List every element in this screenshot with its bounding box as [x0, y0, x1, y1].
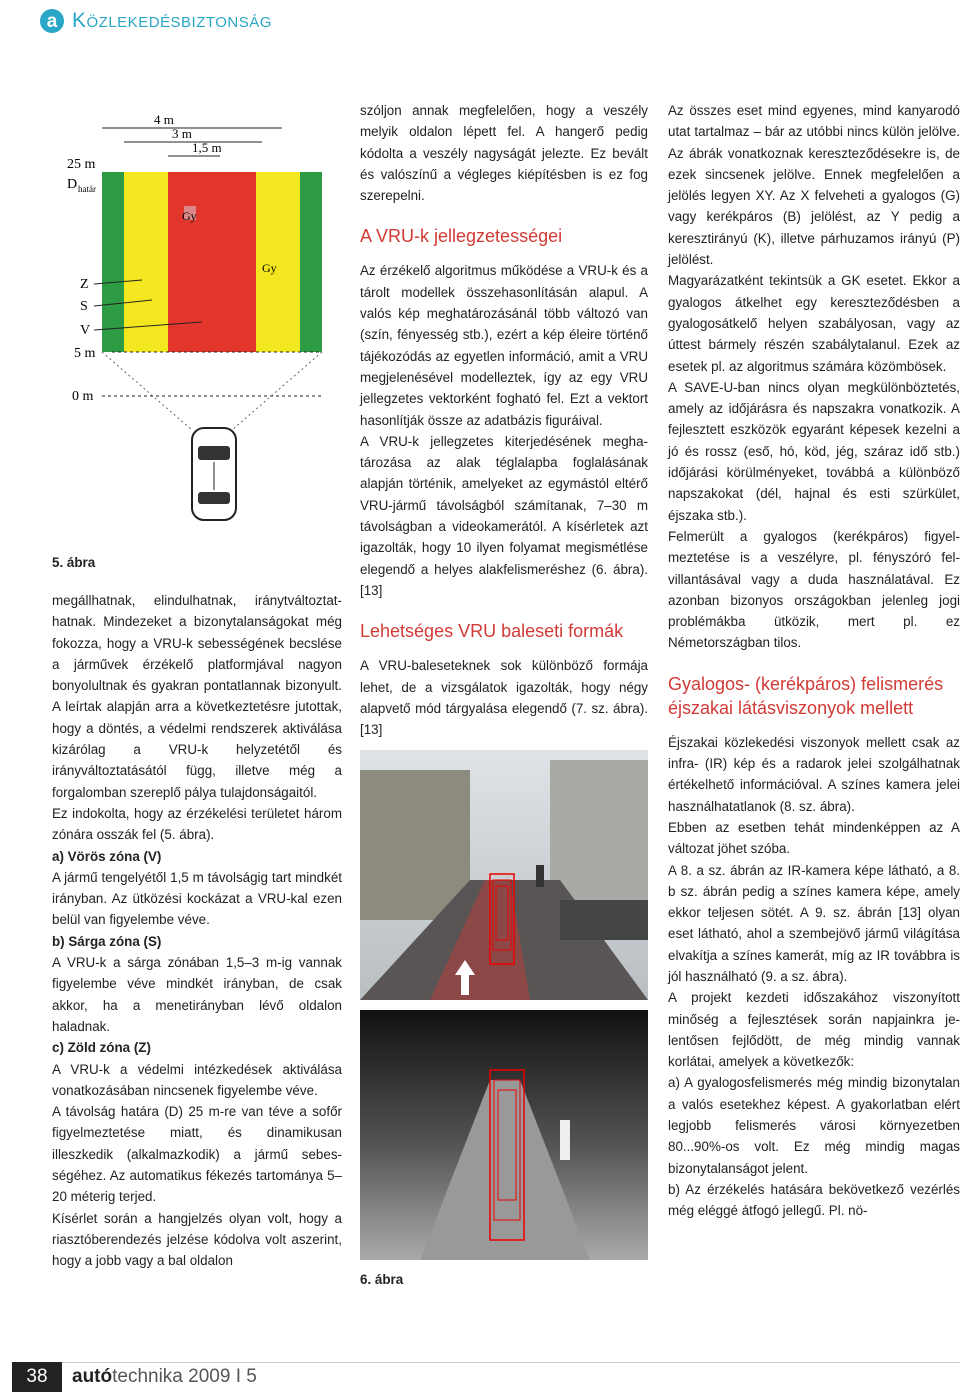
heading-night-detection: Gyalogos- (kerékpáros) felismerés éjszakai látásviszonyok mellett — [668, 673, 944, 718]
paragraph: A VRU-k jellegzetes kiterjedésének meghatározása az alak téglalapba foglalásának alapján történik, amelyeket az egymástól eltérő VRU-jármű távolságból számítanak, 7–30 m távolságban a videokamerától. A kísérletek azt igazolták, hogy 10 ilyen folyamat megismétlése elegendő a helyes alakfelismeréshez (6. ábra). [13] — [360, 433, 648, 598]
footer-divider — [62, 1362, 960, 1363]
heading-vru-accident-forms: Lehetséges VRU baleseti formák — [360, 621, 624, 642]
page-number: 38 — [12, 1362, 62, 1392]
label-25m: 25 m — [67, 157, 96, 172]
label-z: Z — [80, 277, 89, 292]
label-gy-1: Gy — [182, 209, 197, 223]
label-1-5m: 1,5 m — [192, 140, 222, 155]
ir-camera-photo — [360, 1010, 648, 1260]
paragraph: Ez indokolta, hogy az érzékelési területet három zónára osszák fel (5. ábra). — [52, 805, 342, 843]
magazine-name-bold: autó — [72, 1366, 113, 1387]
figure-5-caption: 5. ábra — [52, 555, 96, 570]
zone-red — [168, 172, 256, 352]
paragraph: A projekt kezdeti időszakához viszonyított minőség a fejlesztések során napjainkra jelentősen fejlődött, de még mindig vannak korlátai, amelyek a következők: — [668, 990, 960, 1070]
paragraph: A 8. a sz. ábrán az IR-kamera képe látható, a 8. b sz. ábrán pedig a színes kamera képe, amely ekkor teljesen sötét. A 9. sz. ábrán [13] olyan eset látható, ahol a szembejövő jármű világítása elvakítja a színes kamerát, míg az IR továbbra is jól használható (9. a sz. ábra). — [668, 862, 960, 984]
column-1 — [52, 590, 342, 1272]
label-5m: 5 m — [74, 346, 96, 361]
car-top-view-icon — [192, 428, 236, 520]
magazine-name — [72, 1366, 257, 1388]
paragraph: Az érzékelő algoritmus működése a VRU-k és a tárolt modellek összehasonlításán alapul. A valós kép meghatározásánál több változó van (szín, fényesség stb.), ezért a kép éleire történő tájékozódás az egyetlen információ, amit a VRU megjelenésével modelleztek, így az egy VRU jellegzetes vektorként fogható fel. Ezt a vektort hasonlítják össze az adatbázis figuráival. — [360, 263, 648, 428]
paragraph: szóljon annak megfelelően, hogy a veszély melyik oldalon lépett fel. A hangerő pedig kódolta a veszély nagyságát jelezte. Ez bevált és valószínű a végleges kiépítésben is ez fog szerepelni. — [360, 103, 648, 204]
paragraph: Éjszakai közlekedési viszonyok mellett csak az infra- (IR) kép és a radarok jelei szolgálhatnak értékelhető információval. A színes kamera jelei használhatatlanok (8. sz. ábra). — [668, 734, 960, 814]
figure-6-detection-photos — [360, 750, 648, 1260]
figure-6-caption: 6. ábra — [360, 1272, 404, 1287]
paragraph: Ebben az esetben tehát mindenképpen az A változat jöhet szóba. — [668, 819, 960, 857]
zone-green-heading: c) Zöld zóna (Z) — [52, 1040, 151, 1056]
label-0m: 0 m — [72, 389, 94, 404]
magazine-logo-icon: a — [40, 9, 64, 33]
label-dhatar-sub: határ — [78, 184, 96, 194]
heading-vru-characteristics: A VRU-k jellegzetességei — [360, 226, 563, 247]
zone-yellow-heading: b) Sárga zóna (S) — [52, 933, 162, 949]
paragraph: A SAVE-U-ban nincs olyan megkülönböztetés, amely az időjárásra és napszakra vonatkozik. A fejlesztett eszközök egyaránt képesek kezelni a jó és rossz (eső, hó, köd, jég, száraz idő stb.) időjárási körülményeket, továbbá a különböző napszakokat (dél, hajnal és esti szürkület, éjszaka stb.). — [668, 379, 960, 523]
label-s: S — [80, 299, 88, 314]
paragraph: Kísérlet során a hangjelzés olyan volt, hogy a riasztóberendezés jelzése kódolva volt aszerint, hogy a jobb vagy a bal oldalon — [52, 1210, 342, 1269]
section-title: Közlekedésbiztonság — [72, 9, 272, 32]
magazine-name-rest: technika — [112, 1366, 183, 1387]
paragraph: A távolság határa (D) 25 m-re van téve a sofőr figyelmeztetése miatt, és dinamikusan illeszkedik (alkalmazkodik) a jármű sebességéhez. Az automatikus fékezés tartománya 5–20 méterig terjed. — [52, 1104, 342, 1205]
label-3m: 3 m — [172, 126, 192, 141]
paragraph: a) A gyalogosfelismerés még mindig bizonytalan a valós esetekhez képest. A gyakorlatban elért legjobb felismerés városi környezetben 80...90%-os volt. Ez még mindig magas bizonytalanságot jelent. — [668, 1075, 960, 1176]
color-camera-photo — [360, 750, 648, 1000]
issue-number: 2009 I 5 — [188, 1366, 257, 1387]
figure-5-zone-diagram — [52, 110, 340, 540]
paragraph: Felmerült a gyalogos (kerékpáros) figyelmeztetése is a veszélyre, pl. fényszóró felvillantásával vagy a duda használatával. Ez azonban bizonyos országokban jelenleg jogi problémákba ütközik, mert pl. ez Németországban tilos. — [668, 528, 960, 651]
label-gy-2: Gy — [262, 261, 277, 275]
column-2 — [360, 100, 648, 740]
paragraph: megállhatnak, elindulhatnak, iránytváltoztathatnak. Mindezeket a bizonytalanságokat még fokozza, hogy a VRU-k sebességének becslése a járművek érzékelő platformjával nagyon bonyolultnak és gyakran pontatlannak bizonyult. A leírtak alapján arra a következtetésre jutottak, hogy a döntés, a védelmi rendszerek aktiválása kizárólag a VRU-k helyzetétől és irányváltoztatásától függ, illetve még a forgalomban szereplő pálya tulajdonságaitól. — [52, 593, 342, 800]
paragraph: A jármű tengelyétől 1,5 m távolságig tart mindkét irányban. Az ütközési kockázat a VRU-kal ezen belül van figyelembe véve. — [52, 869, 342, 928]
page-footer — [0, 1362, 960, 1392]
label-4m: 4 m — [154, 112, 174, 127]
column-3 — [668, 100, 960, 1222]
paragraph: A VRU-baleseteknek sok különböző formája lehet, de a vizsgálatok igazolták, hogy négy alapvető mód tárgyalása elegendő (7. sz. ábra). [13] — [360, 658, 648, 738]
paragraph: A VRU-k a sárga zónában 1,5–3 m-ig vannak figyelembe véve mindkét irányban, de csak akkor, ha a menetirányban lévő oldalon haladnak. — [52, 955, 342, 1034]
paragraph: Az összes eset mind egyenes, mind kanyarodó utat tartalmaz – bár az utóbbi nincs külön jelölve. Az ábrák vonatkoznak kereszteződésekre is, de ezek sincsenek jelölve. Ennek megfelelően a jelölés legyen XY. Az X felveheti a gyalogos (G) vagy kerékpáros (B) jelölést, az Y pedig a keresztirányú (K), illetve párhuzamos irányú (P) jelölést. — [668, 103, 960, 268]
zone-red-heading: a) Vörös zóna (V) — [52, 848, 162, 864]
paragraph: Magyarázatként tekintsük a GK esetet. Ekkor a gyalogos átkelhet egy kereszteződésben a gyalogosátkelő helyen szabályosan, vagy az úttest bármely részén szabálytalanul. Ezek az esetek pl. az algoritmus számára közömbösek. — [668, 273, 960, 374]
label-v: V — [80, 323, 91, 338]
paragraph: A VRU-k a védelmi intézkedések aktiválása vonatkozásában nincsenek figyelembe véve. — [52, 1061, 342, 1098]
label-dhatar: D — [67, 177, 78, 192]
page-header — [40, 6, 272, 36]
paragraph: b) Az érzékelés hatására bekövetkező vezérlés még eléggé átfogó jellegű. Pl. nö- — [668, 1181, 960, 1219]
